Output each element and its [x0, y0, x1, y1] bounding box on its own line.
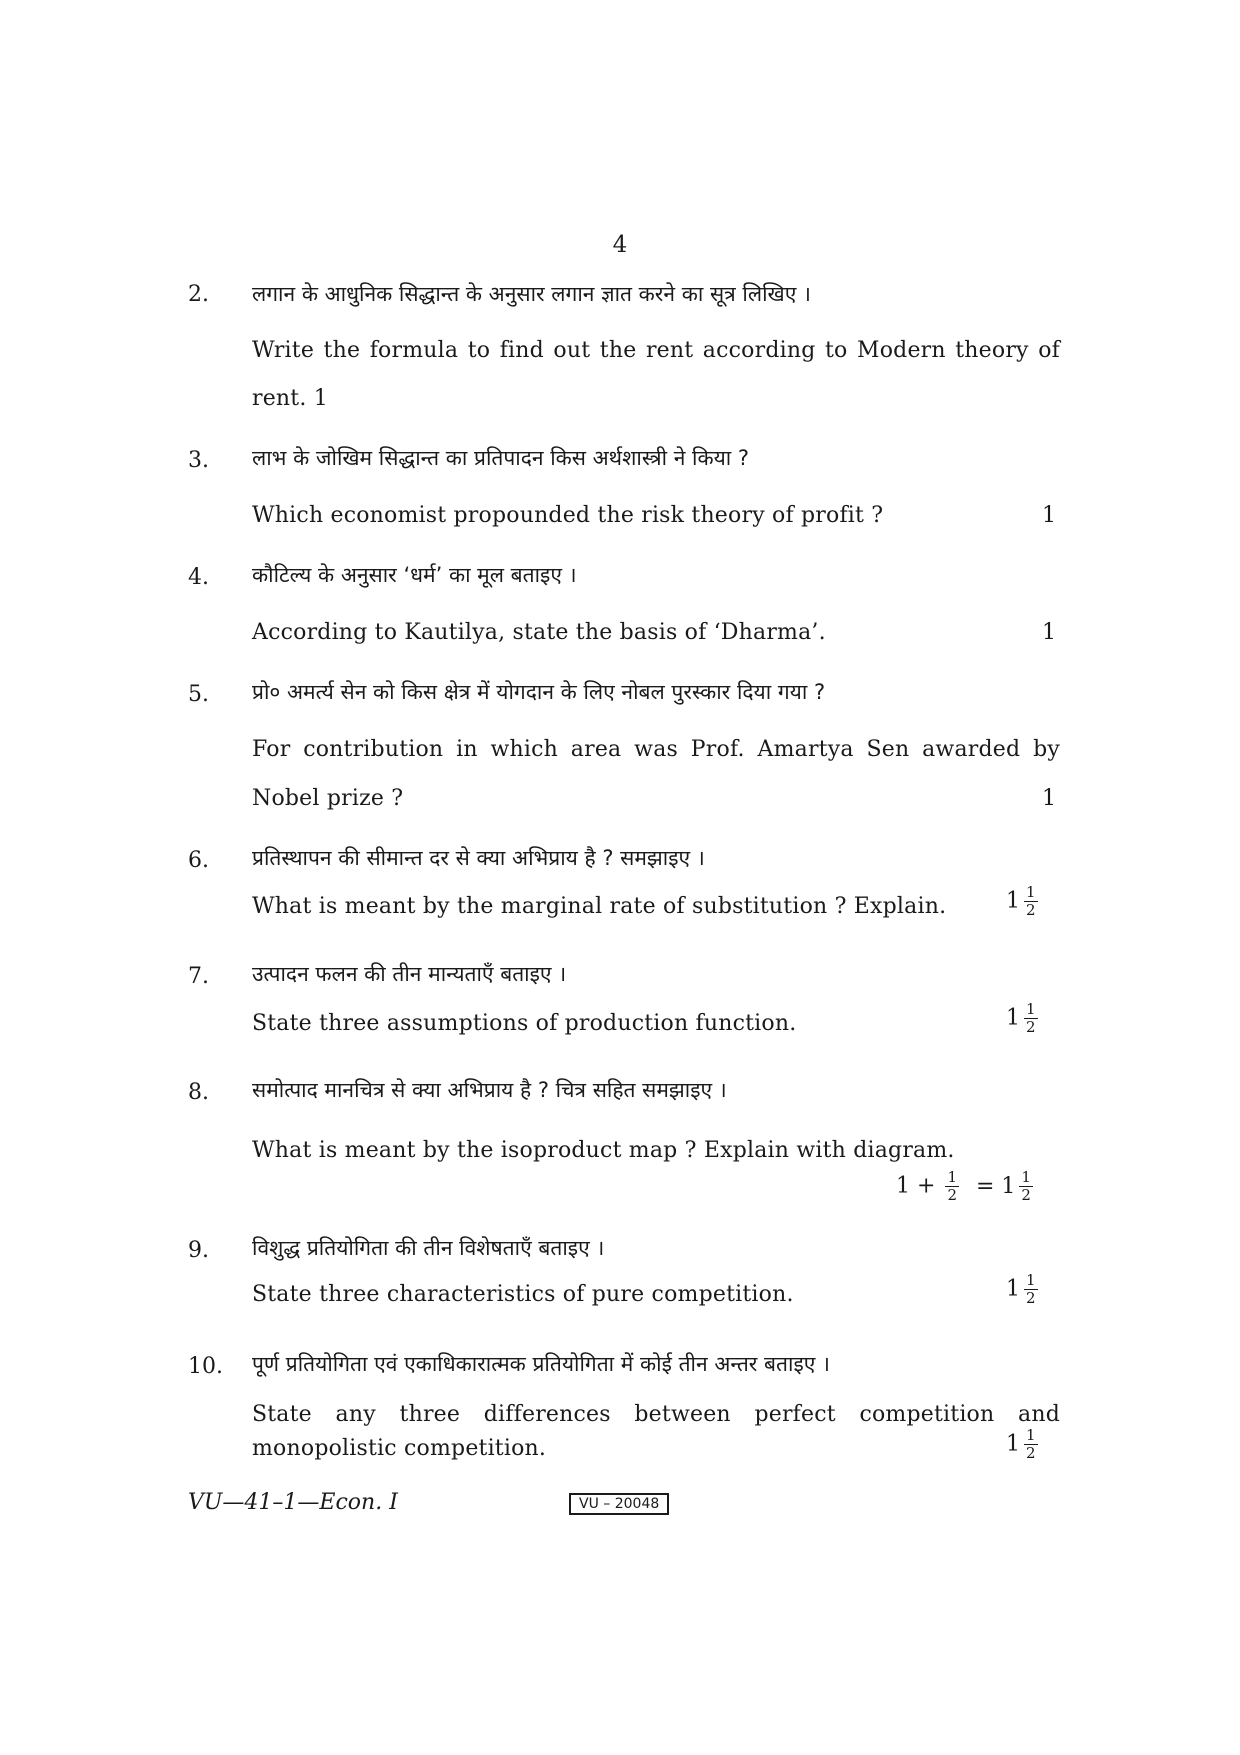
- question-english: State three characteristics of pure competition.: [252, 1282, 794, 1307]
- question-english-line2: rent. 1: [252, 386, 328, 411]
- question-english-line2: Nobel prize ?: [252, 786, 404, 811]
- marks-fraction: [1024, 1002, 1038, 1035]
- marks: 1: [1042, 786, 1056, 811]
- marks-whole: 1: [1006, 888, 1020, 914]
- question-english-line1: State any three differences between perfect competition and: [252, 1402, 1060, 1427]
- fraction-denominator: 2: [1026, 1018, 1036, 1036]
- fraction-denominator: 2: [1026, 1289, 1036, 1307]
- marks: 1: [1042, 620, 1056, 645]
- question-number: 10.: [188, 1354, 223, 1379]
- paper-code: VU—41–1—Econ. I: [188, 1490, 398, 1515]
- question-number: 6.: [188, 848, 209, 873]
- question-number: 8.: [188, 1080, 209, 1105]
- page-number: 4: [612, 232, 628, 258]
- marks: [1006, 1428, 1038, 1461]
- fraction-numerator: 1: [1026, 883, 1036, 901]
- fraction-numerator: 1: [947, 1168, 957, 1186]
- marks-fraction: [1024, 1273, 1038, 1306]
- fraction-denominator: 2: [1026, 901, 1036, 919]
- marks-whole: 1: [1006, 1276, 1020, 1302]
- marks-fraction: [1024, 885, 1038, 918]
- question-english: What is meant by the isoproduct map ? Explain with diagram.: [252, 1138, 955, 1163]
- fraction-numerator: 1: [1026, 1426, 1036, 1444]
- fraction-numerator: 1: [1021, 1168, 1031, 1186]
- question-number: 5.: [188, 682, 209, 707]
- question-english-line1: Write the formula to find out the rent according to Modern theory of: [252, 338, 1060, 363]
- marks: [896, 1170, 1033, 1203]
- question-english-line2: monopolistic competition.: [252, 1436, 547, 1461]
- marks-whole: 1: [1006, 1431, 1020, 1457]
- question-hindi: लगान के आधुनिक सिद्धान्त के अनुसार लगान ज्ञात करने का सूत्र लिखिए ।: [252, 282, 811, 306]
- question-number: 4.: [188, 565, 209, 590]
- question-english: Which economist propounded the risk theory of profit ?: [252, 503, 884, 528]
- paper-serial-box: VU – 20048: [569, 1493, 669, 1515]
- marks-part-a: 1 +: [896, 1173, 936, 1199]
- question-number: 3.: [188, 448, 209, 473]
- question-hindi: लाभ के जोखिम सिद्धान्त का प्रतिपादन किस अर्थशास्त्री ने किया ?: [252, 446, 750, 470]
- question-hindi: समोत्पाद मानचित्र से क्या अभिप्राय है ? चित्र सहित समझाइए ।: [252, 1078, 727, 1102]
- marks-fraction-b: [1019, 1170, 1033, 1203]
- question-number: 7.: [188, 964, 209, 989]
- fraction-numerator: 1: [1026, 1000, 1036, 1018]
- marks-equals: = 1: [975, 1173, 1016, 1199]
- question-hindi: पूर्ण प्रतियोगिता एवं एकाधिकारात्मक प्रतियोगिता में कोई तीन अन्तर बताइए ।: [252, 1352, 831, 1376]
- question-english: State three assumptions of production function.: [252, 1011, 797, 1036]
- fraction-denominator: 2: [1026, 1444, 1036, 1462]
- question-hindi: विशुद्ध प्रतियोगिता की तीन विशेषताएँ बताइए ।: [252, 1236, 605, 1260]
- question-hindi: कौटिल्य के अनुसार ‘धर्म’ का मूल बताइए ।: [252, 563, 577, 587]
- question-english: According to Kautilya, state the basis of ‘Dharma’.: [252, 620, 826, 645]
- marks: 1: [1042, 503, 1056, 528]
- fraction-denominator: 2: [947, 1186, 957, 1204]
- marks-fraction-a: [945, 1170, 959, 1203]
- question-number: 9.: [188, 1238, 209, 1263]
- question-english-line1: For contribution in which area was Prof. Amartya Sen awarded by: [252, 737, 1060, 762]
- question-english: What is meant by the marginal rate of substitution ? Explain.: [252, 894, 947, 919]
- fraction-numerator: 1: [1026, 1271, 1036, 1289]
- marks: [1006, 1273, 1038, 1306]
- question-number: 2.: [188, 282, 209, 307]
- fraction-denominator: 2: [1021, 1186, 1031, 1204]
- marks: [1006, 1002, 1038, 1035]
- marks-whole: 1: [1006, 1005, 1020, 1031]
- marks-fraction: [1024, 1428, 1038, 1461]
- question-hindi: उत्पादन फलन की तीन मान्यताएँ बताइए ।: [252, 962, 567, 986]
- question-hindi: प्रतिस्थापन की सीमान्त दर से क्या अभिप्राय है ? समझाइए ।: [252, 846, 705, 870]
- marks: [1006, 885, 1038, 918]
- question-hindi: प्रो० अमर्त्य सेन को किस क्षेत्र में योगदान के लिए नोबल पुरस्कार दिया गया ?: [252, 680, 826, 704]
